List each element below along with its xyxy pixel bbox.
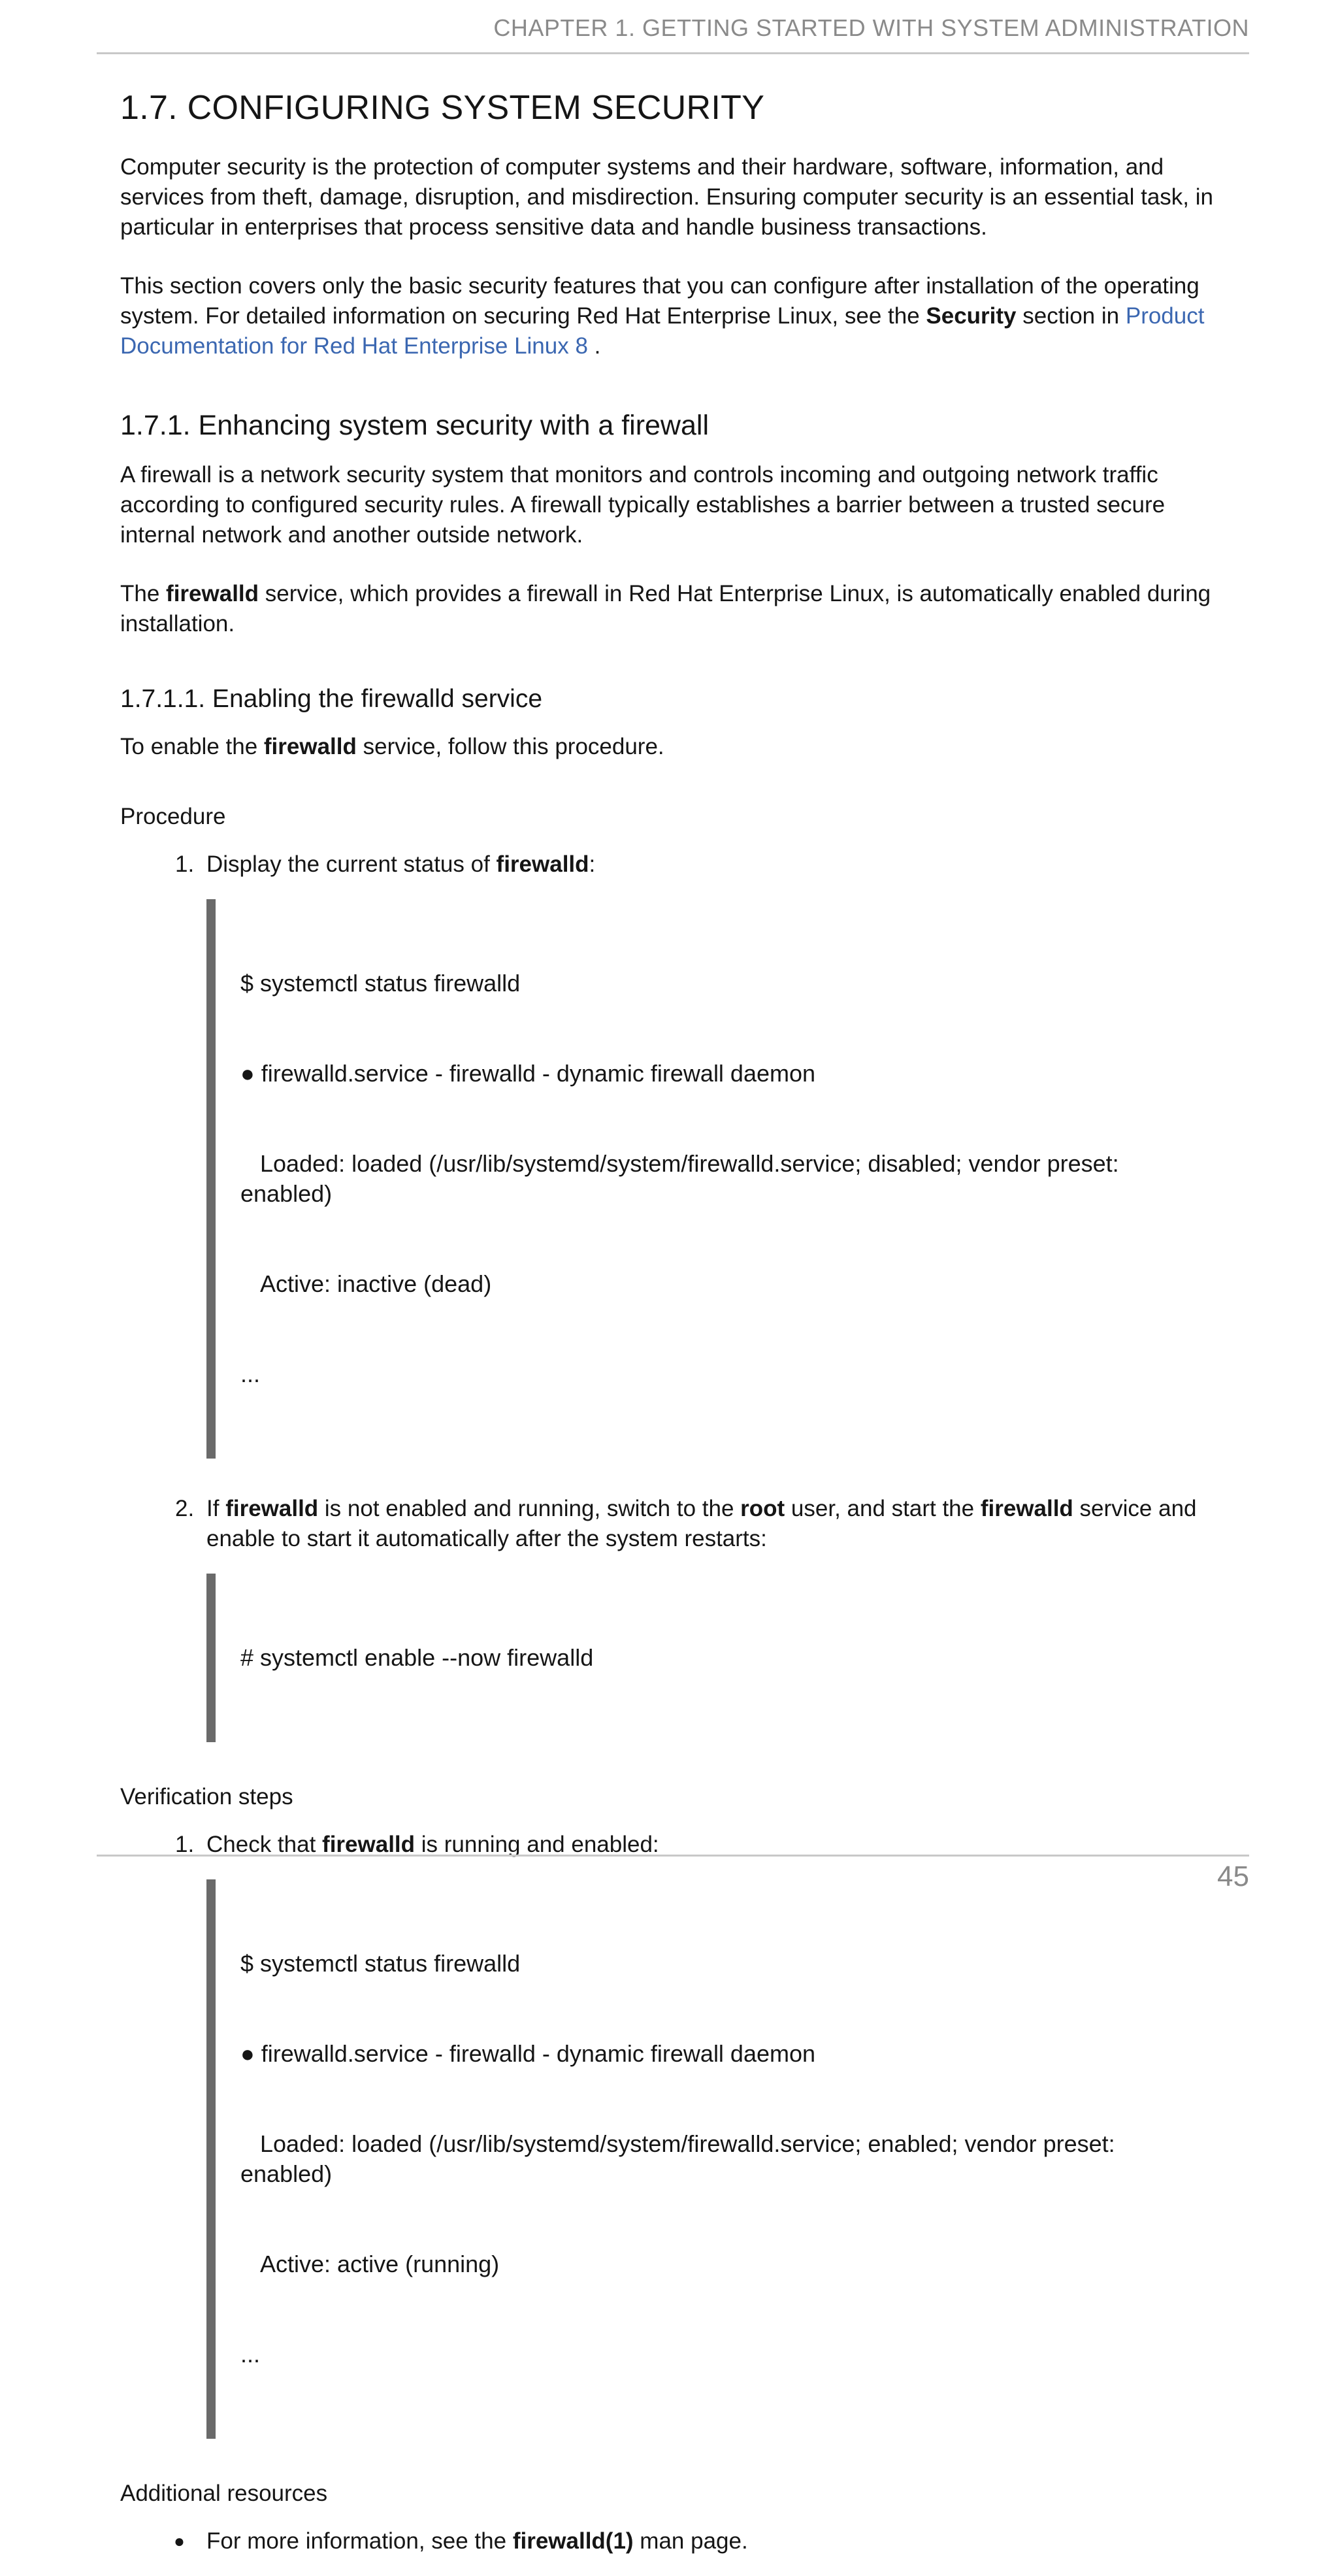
section-paragraph-1: Computer security is the protection of computer systems and their hardware, software, information, and services from theft, damage, disruption, and misdirection. Ensuring computer security is an essential task, in particular in enterprises that process sensitive data and handle business transactions. <box>120 154 1213 240</box>
page-header <box>97 13 1249 54</box>
bullet-icon: ● <box>174 2531 185 2551</box>
code-block-status-enabled[interactable] <box>206 1879 1188 2439</box>
code-line: ... <box>240 1361 261 1387</box>
code-line: Active: inactive (dead) <box>240 1270 492 1297</box>
code-block-status-disabled[interactable] <box>206 899 1188 1459</box>
subsection-paragraph-1: A firewall is a network security system that monitors and controls incoming and outgoing network traffic according to configured security rules. A firewall typically establishes a barrier between a trusted secure internal network and another outside network. <box>120 462 1166 548</box>
procedure-heading: Procedure <box>120 804 226 829</box>
page-content <box>120 88 1231 2576</box>
subsubsection-intro: To enable the firewalld service, follow this procedure. <box>120 734 664 759</box>
procedure-list-continued <box>120 1494 1231 1554</box>
step-number: 1. <box>175 1832 195 1857</box>
subsection-title: 1.7.1. Enhancing system security with a firewall <box>120 410 710 441</box>
firewalld-term: firewalld <box>322 1832 416 1857</box>
additional-resources-heading: Additional resources <box>120 2481 328 2506</box>
firewalld-term: firewalld <box>980 1496 1073 1521</box>
code-line: Loaded: loaded (/usr/lib/systemd/system/firewalld.service; enabled; vendor preset: enabled) <box>240 2130 1122 2187</box>
code-line: Loaded: loaded (/usr/lib/systemd/system/firewalld.service; disabled; vendor preset: enabled) <box>240 1150 1126 1207</box>
step-number: 2. <box>175 1496 195 1521</box>
procedure-step-2: 2. If firewalld is not enabled and running, switch to the root user, and start the firewalld service and enable to start it automatically after the system restarts: <box>120 1494 1231 1554</box>
subsection-paragraph-2: The firewalld service, which provides a firewall in Red Hat Enterprise Linux, is automatically enabled during installation. <box>120 581 1211 636</box>
product-documentation-link[interactable]: Product Documentation for Red Hat Enterprise Linux 8 <box>120 303 1205 359</box>
firewalld-term: firewalld <box>225 1496 319 1521</box>
code-line: $ systemctl status firewalld <box>240 970 521 997</box>
code-line: ● firewalld.service - firewalld - dynamic firewall daemon <box>240 1060 816 1087</box>
code-block-enable[interactable] <box>206 1574 1188 1742</box>
chapter-title: CHAPTER 1. GETTING STARTED WITH SYSTEM ADMINISTRATION <box>493 14 1249 41</box>
procedure-step-1: 1. Display the current status of firewalld: <box>120 850 1231 880</box>
procedure-list <box>120 850 1231 880</box>
page-number: 45 <box>1217 1860 1249 1892</box>
section-title: 1.7. CONFIGURING SYSTEM SECURITY <box>120 89 765 127</box>
firewalld-term: firewalld <box>496 851 589 877</box>
firewalld-term: firewalld <box>263 734 357 759</box>
man-page-term: firewalld(1) <box>512 2528 634 2554</box>
section-paragraph-2: This section covers only the basic security features that you can configure after installation of the operating system. For detailed information on securing Red Hat Enterprise Linux, see the Security section in Product Documentation for Red Hat Enterprise Linux 8 . <box>120 273 1205 359</box>
security-term: Security <box>926 303 1017 329</box>
verification-step-1: 1. Check that firewalld is running and enabled: <box>120 1830 1231 1860</box>
root-term: root <box>740 1496 785 1521</box>
subsubsection-title: 1.7.1.1. Enabling the firewalld service <box>120 685 543 713</box>
resource-item: ● For more information, see the firewalld(1) man page. <box>120 2526 1231 2556</box>
code-line: Active: active (running) <box>240 2251 500 2277</box>
page-footer <box>97 1855 1249 1892</box>
code-line: # systemctl enable --now firewalld <box>240 1644 594 1671</box>
code-line: ● firewalld.service - firewalld - dynamic firewall daemon <box>240 2040 816 2067</box>
code-line: ... <box>240 2341 261 2368</box>
resources-list <box>120 2526 1231 2556</box>
code-line: $ systemctl status firewalld <box>240 1950 521 1977</box>
step-number: 1. <box>175 851 195 877</box>
firewalld-term: firewalld <box>166 581 259 606</box>
verification-heading: Verification steps <box>120 1784 293 1809</box>
